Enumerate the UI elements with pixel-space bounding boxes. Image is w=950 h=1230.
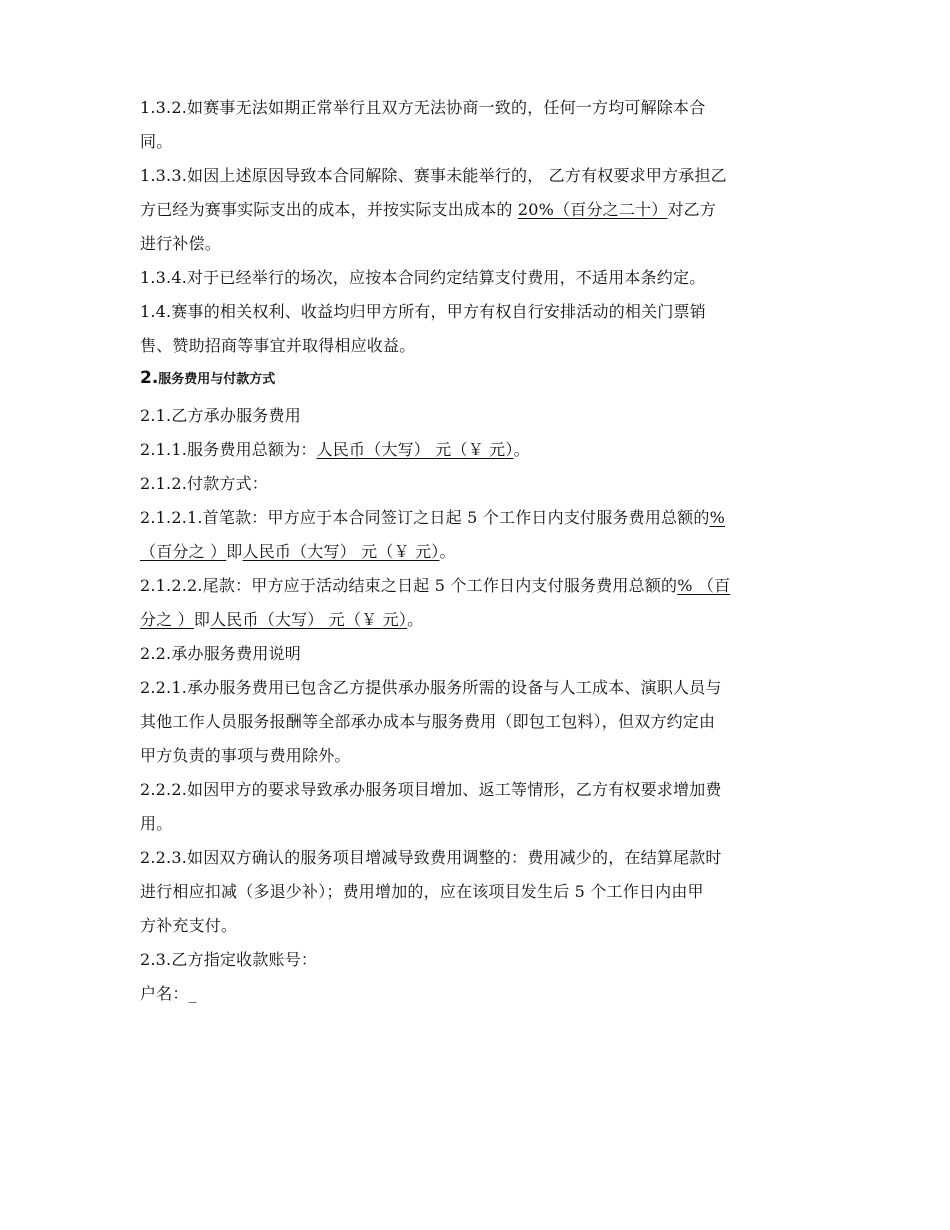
clause-1-3-2-line-2: 同。 (140, 132, 173, 151)
clause-2-1-2-2-line-2 (140, 603, 812, 637)
final-payment-amount-blank: 人民币（大写） 元（￥ 元） (210, 610, 408, 629)
clause-1-3-3-text-end: 对乙方 (667, 200, 717, 219)
clause-2-1-2-1-line-1 (140, 501, 812, 535)
first-payment-percent-words-blank: （百分之 ） (140, 542, 227, 561)
final-payment-end: 。 (407, 610, 424, 629)
first-payment-connector: 即 (226, 542, 243, 561)
clause-2-2-1-line-2: 其他工作人员服务报酬等全部承办成本与服务费用（即包工包料），但双方约定由 (140, 712, 716, 731)
clause-2-1-1 (140, 433, 812, 467)
clause-1-3-2-line-1: 1.3.2.如赛事无法如期正常举行且双方无法协商一致的，任何一方均可解除本合 (140, 98, 706, 117)
clause-1-3-3-text: 方已经为赛事实际支出的成本，并按实际支出成本的 (140, 200, 518, 219)
clause-2-1-2-2-line-1 (140, 569, 812, 603)
clause-2-2-1-line-1: 2.2.1.承办服务费用已包含乙方提供承办服务所需的设备与人工成本、演职人员与 (140, 678, 722, 697)
final-payment-percent-blank: % （百 (677, 576, 731, 595)
clause-1-3-4: 1.3.4.对于已经举行的场次，应按本合同约定结算支付费用，不适用本条约定。 (140, 268, 706, 287)
clause-1-3-3-line-3: 进行补偿。 (140, 234, 222, 253)
first-payment-text: 2.1.2.1.首笔款：甲方应于本合同签订之日起 5 个工作日内支付服务费用总额的 (140, 508, 710, 527)
clause-2-1-1-label: 2.1.1.服务费用总额为： (140, 440, 317, 459)
section-2-heading (140, 363, 812, 399)
first-payment-percent-blank: % (709, 508, 726, 527)
clause-2-2-2-line-2: 用。 (140, 814, 173, 833)
final-payment-percent-words-blank: 分之 ） (140, 610, 194, 629)
contract-body (140, 91, 812, 1011)
first-payment-amount-blank: 人民币（大写） 元（￥ 元） (242, 542, 440, 561)
clause-2-1: 2.1.乙方承办服务费用 (140, 406, 301, 425)
account-name-line (140, 977, 812, 1011)
clause-2-1-2-1-line-2 (140, 535, 812, 569)
clause-1-3-3-line-1: 1.3.3.如因上述原因导致本合同解除、赛事未能举行的， 乙方有权要求甲方承担乙 (140, 166, 727, 185)
account-name-label: 户名： (140, 984, 189, 1003)
clause-2-2: 2.2.承办服务费用说明 (140, 644, 301, 663)
section-2-number: 2. (140, 368, 159, 388)
clause-1-3-3-line-2 (140, 193, 812, 227)
clause-2-3: 2.3.乙方指定收款账号： (140, 950, 318, 969)
final-payment-text: 2.1.2.2.尾款：甲方应于活动结束之日起 5 个工作日内支付服务费用总额的 (140, 576, 678, 595)
final-payment-connector: 即 (193, 610, 211, 629)
clause-2-2-3-line-2: 进行相应扣减（多退少补）；费用增加的，应在该项目发生后 5 个工作日内由甲 (140, 882, 704, 901)
account-name-blank: _ (188, 984, 197, 1003)
clause-2-2-3-line-3: 方补充支付。 (140, 916, 238, 935)
clause-1-4-line-1: 1.4.赛事的相关权利、收益均归甲方所有，甲方有权自行安排活动的相关门票销 (140, 302, 706, 321)
compensation-rate: 20%（百分之二十） (517, 200, 668, 219)
clause-2-1-2: 2.1.2.付款方式： (140, 474, 268, 493)
clause-2-1-1-end: 。 (513, 440, 530, 459)
first-payment-end: 。 (439, 542, 456, 561)
total-fee-blank: 人民币（大写） 元（￥ 元） (316, 440, 514, 459)
clause-2-2-2-line-1: 2.2.2.如因甲方的要求导致承办服务项目增加、返工等情形，乙方有权要求增加费 (140, 780, 722, 799)
clause-2-2-3-line-1: 2.2.3.如因双方确认的服务项目增减导致费用调整的：费用减少的，在结算尾款时 (140, 848, 722, 867)
section-2-title: 服务费用与付款方式 (158, 372, 276, 387)
clause-2-2-1-line-3: 甲方负责的事项与费用除外。 (140, 746, 351, 765)
clause-1-4-line-2: 售、赞助招商等事宜并取得相应收益。 (140, 336, 416, 355)
